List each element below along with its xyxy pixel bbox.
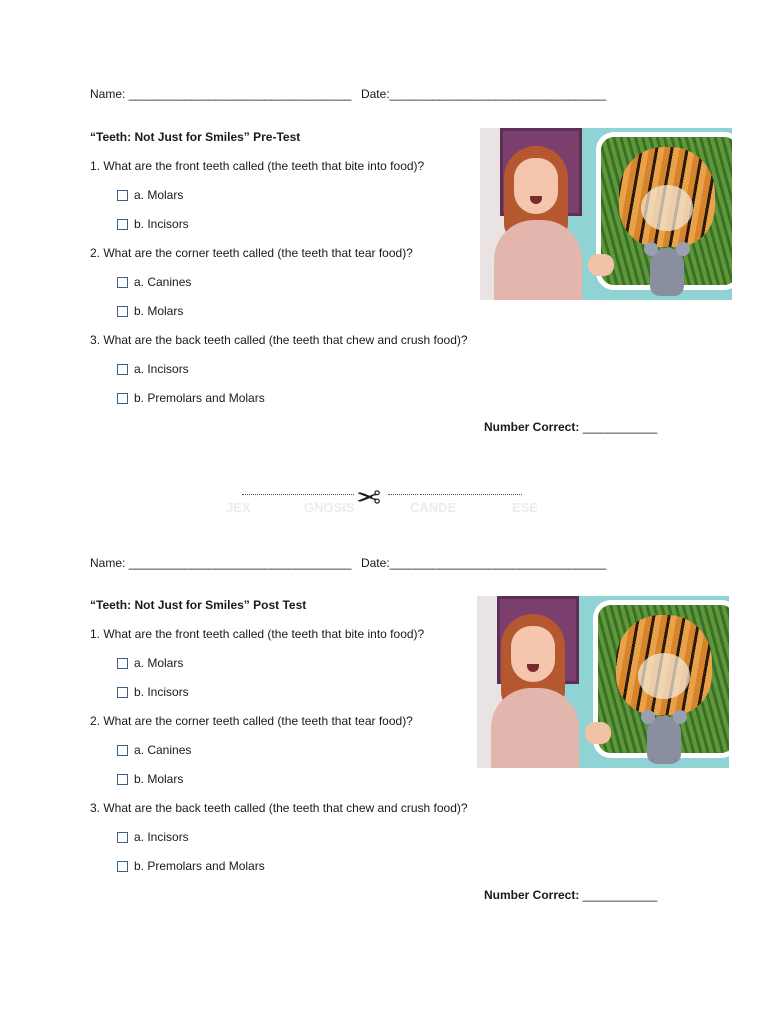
cut-line: JEX GNOSIS CANDE ESE ✂ — [226, 479, 539, 515]
option-label: b. Incisors — [134, 685, 189, 699]
checkbox[interactable] — [117, 364, 128, 375]
checkbox[interactable] — [117, 190, 128, 201]
name-field[interactable]: ____________________________________ — [128, 87, 351, 101]
question-2: 2. What are the corner teeth called (the teeth that tear food)? — [90, 246, 413, 260]
date-field[interactable]: ___________________________________ — [389, 87, 606, 101]
option-label: b. Incisors — [134, 217, 189, 231]
score-label: Number Correct: — [484, 420, 580, 434]
video-still-image — [477, 596, 729, 768]
option-label: a. Canines — [134, 275, 192, 289]
answer-option[interactable] — [117, 859, 265, 873]
checkbox[interactable] — [117, 393, 128, 404]
option-label: a. Molars — [134, 188, 184, 202]
name-label: Name: — [90, 556, 126, 570]
checkbox[interactable] — [117, 687, 128, 698]
question-3: 3. What are the back teeth called (the teeth that chew and crush food)? — [90, 801, 468, 815]
option-label: b. Premolars and Molars — [134, 391, 265, 405]
checkbox[interactable] — [117, 745, 128, 756]
number-correct — [484, 420, 657, 434]
video-still-image — [480, 128, 732, 300]
posttest-section — [0, 556, 770, 916]
checkbox[interactable] — [117, 774, 128, 785]
checkbox[interactable] — [117, 277, 128, 288]
option-label: a. Canines — [134, 743, 192, 757]
test-title: “Teeth: Not Just for Smiles” Post Test — [90, 598, 307, 612]
score-field[interactable]: ____________ — [582, 420, 657, 434]
checkbox[interactable] — [117, 219, 128, 230]
answer-option[interactable] — [117, 217, 189, 231]
name-date-line — [90, 87, 606, 101]
score-label: Number Correct: — [484, 888, 580, 902]
answer-option[interactable] — [117, 188, 183, 202]
answer-option[interactable] — [117, 391, 265, 405]
option-label: a. Incisors — [134, 362, 189, 376]
checkbox[interactable] — [117, 306, 128, 317]
option-label: b. Molars — [134, 304, 184, 318]
question-1: 1. What are the front teeth called (the teeth that bite into food)? — [90, 627, 425, 641]
date-label: Date: — [360, 87, 390, 101]
name-date-line — [90, 556, 606, 570]
question-3: 3. What are the back teeth called (the teeth that chew and crush food)? — [90, 333, 468, 347]
checkbox[interactable] — [117, 861, 128, 872]
option-label: b. Premolars and Molars — [134, 859, 265, 873]
name-label: Name: — [90, 87, 126, 101]
name-field[interactable]: ____________________________________ — [128, 556, 351, 570]
question-2: 2. What are the corner teeth called (the teeth that tear food)? — [90, 714, 413, 728]
pretest-section — [0, 87, 770, 447]
checkbox[interactable] — [117, 832, 128, 843]
answer-option[interactable] — [117, 772, 183, 786]
score-field[interactable]: ____________ — [582, 888, 657, 902]
answer-option[interactable] — [117, 362, 189, 376]
answer-option[interactable] — [117, 830, 189, 844]
answer-option[interactable] — [117, 743, 191, 757]
option-label: a. Molars — [134, 656, 184, 670]
question-1: 1. What are the front teeth called (the teeth that bite into food)? — [90, 159, 425, 173]
scissors-icon: ✂ — [356, 479, 382, 512]
option-label: b. Molars — [134, 772, 184, 786]
answer-option[interactable] — [117, 304, 183, 318]
date-field[interactable]: ___________________________________ — [389, 556, 606, 570]
number-correct — [484, 888, 657, 902]
answer-option[interactable] — [117, 685, 189, 699]
answer-option[interactable] — [117, 656, 183, 670]
date-label: Date: — [360, 556, 390, 570]
answer-option[interactable] — [117, 275, 191, 289]
test-title: “Teeth: Not Just for Smiles” Pre-Test — [90, 130, 301, 144]
checkbox[interactable] — [117, 658, 128, 669]
option-label: a. Incisors — [134, 830, 189, 844]
